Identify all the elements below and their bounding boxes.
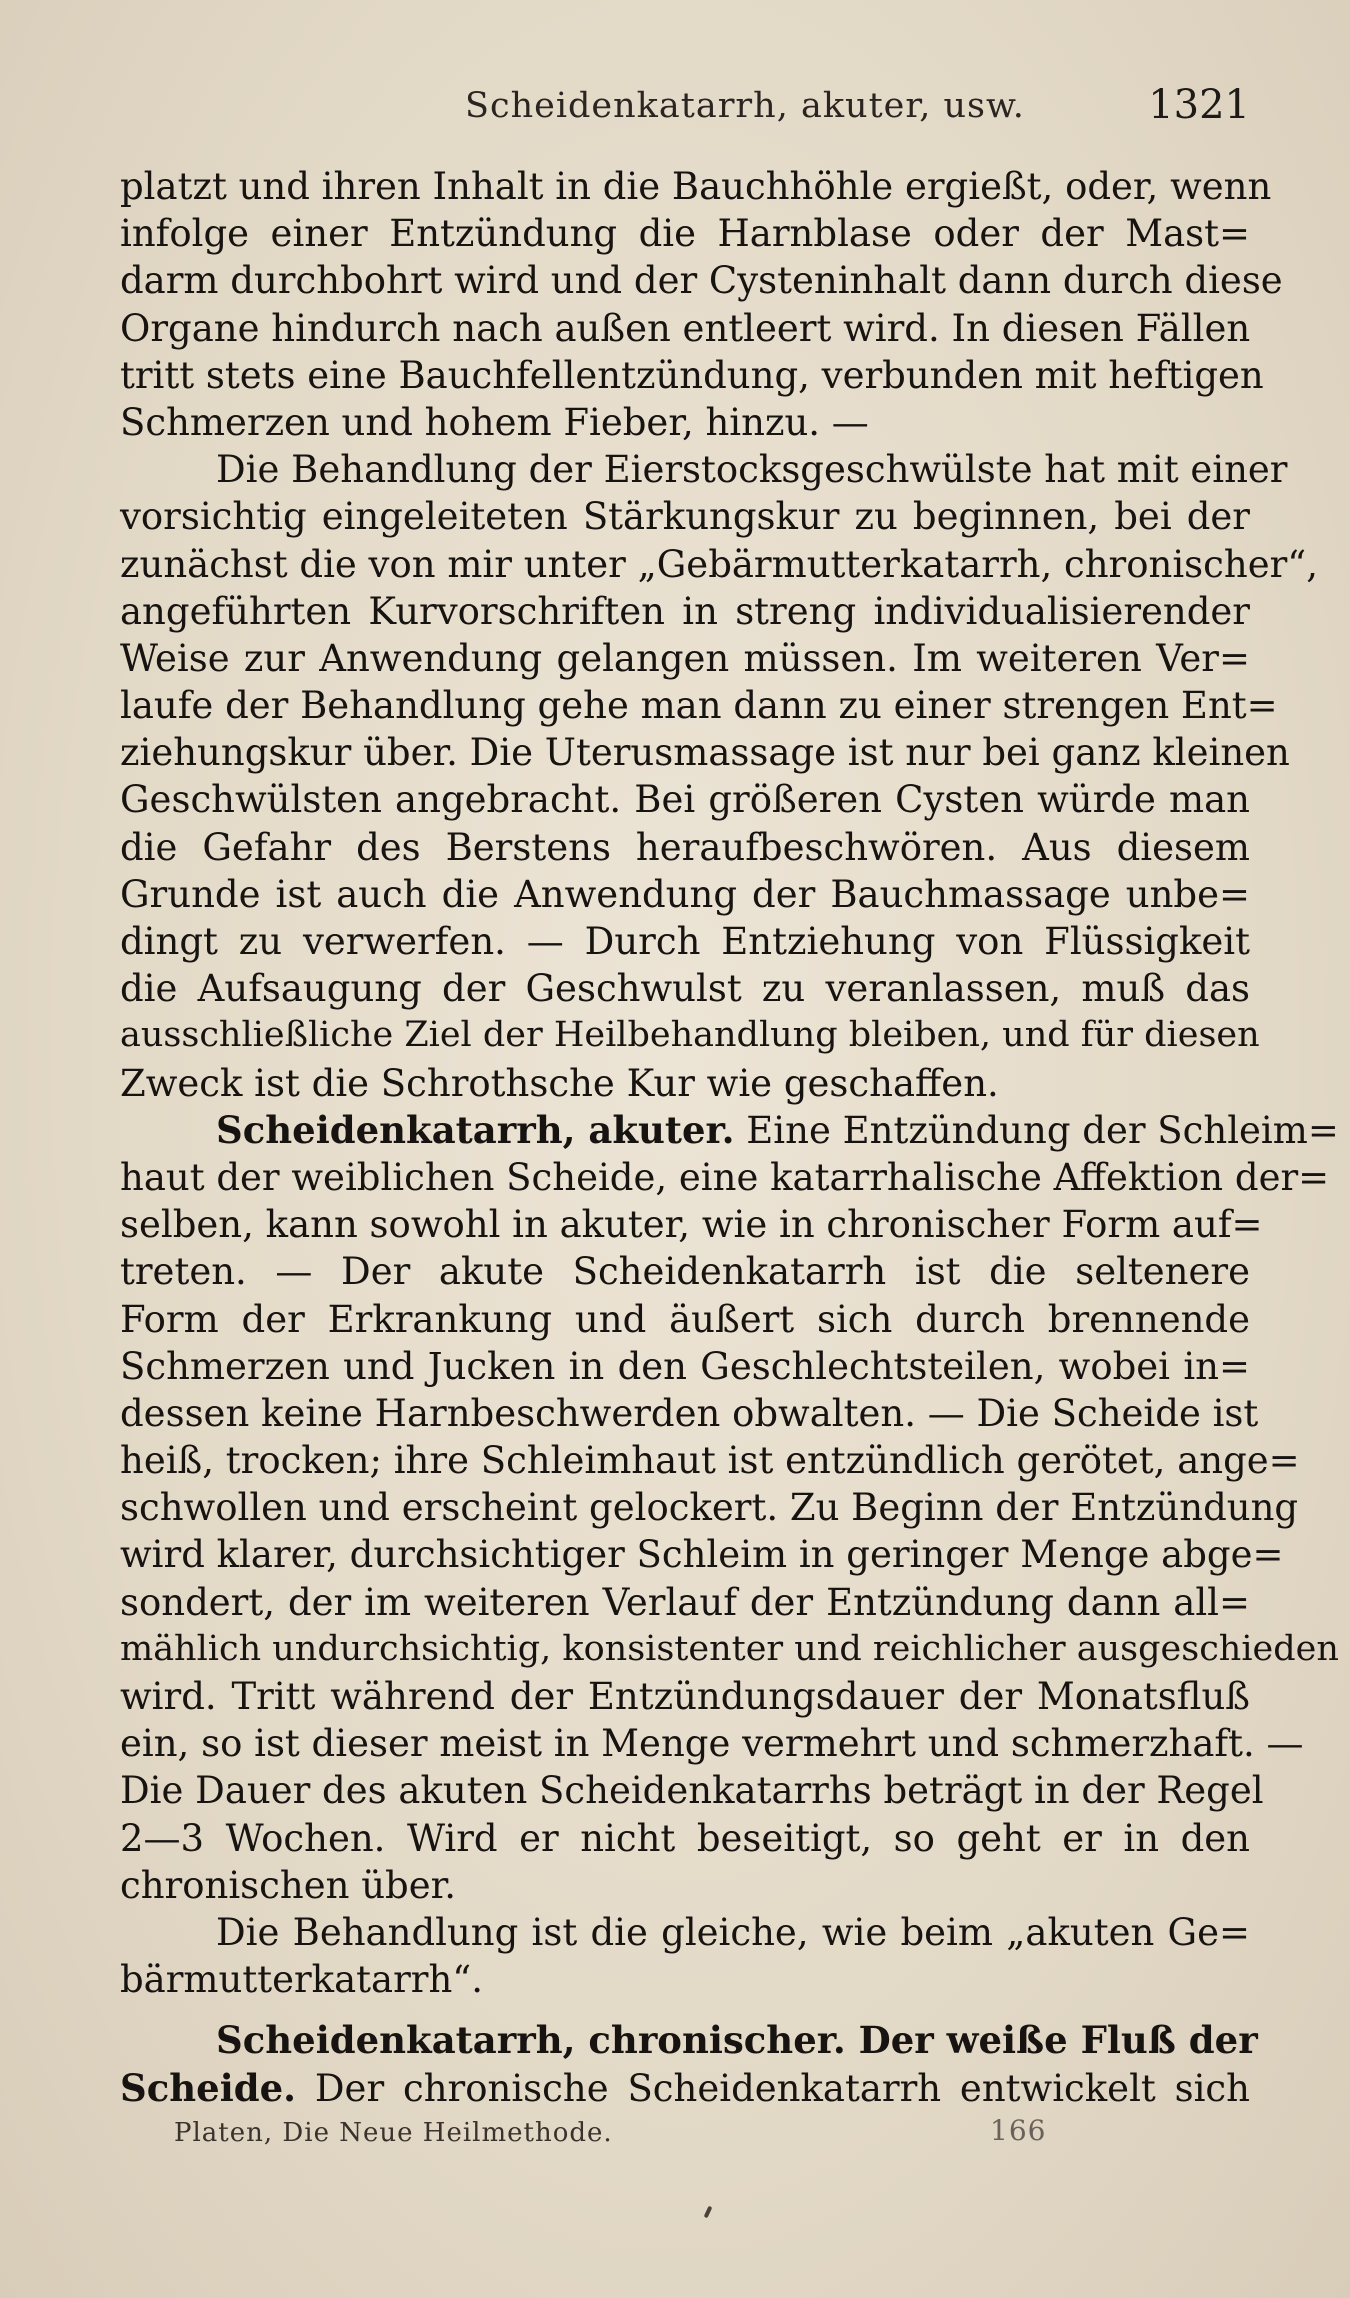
text-line: Grunde ist auch die Anwendung der Bauchmassage unbe= (120, 872, 1250, 916)
text-line: treten. — Der akute Scheidenkatarrh ist die seltenere (120, 1250, 1250, 1294)
text-line: Die Behandlung der Eierstocksgeschwülste hat mit einer (216, 448, 1288, 492)
text-line: platzt und ihren Inhalt in die Bauchhöhle ergießt, oder, wenn (120, 165, 1272, 208)
text-line: selben, kann sowohl in akuter, wie in chronischer Form auf= (120, 1203, 1263, 1247)
text-line: mählich undurchsichtig, konsistenter und reichlicher ausgeschieden (120, 1628, 1339, 1669)
text-line: laufe der Behandlung gehe man dann zu einer strengen Ent= (120, 684, 1278, 728)
text-line: Organe hindurch nach außen entleert wird. In diesen Fällen (120, 306, 1251, 350)
text-line: angeführten Kurvorschriften in streng individualisierender (120, 589, 1250, 633)
text-line: Die Dauer des akuten Scheidenkatarrhs beträgt in der Regel (120, 1769, 1264, 1813)
running-title: Scheidenkatarrh, akuter, usw. (465, 86, 1025, 126)
text-line: schwollen und erscheint gelockert. Zu Beginn der Entzündung (120, 1486, 1299, 1530)
footer-signature: Platen, Die Neue Heilmethode. (174, 2118, 613, 2148)
section-chronic-first-line-text: Der chronische Scheidenkatarrh entwickelt sich (314, 2066, 1250, 2110)
text-line: Schmerzen und hohem Fieber, hinzu. — (120, 400, 869, 444)
page-footer (120, 2114, 1250, 2162)
text-line: zunächst die von mir unter „Gebärmutterkatarrh, chronischer“, (120, 542, 1318, 586)
section-heading-acute: Scheidenkatarrh, akuter. (216, 1107, 735, 1152)
text-line: die Gefahr des Berstens heraufbeschwören. Aus diesem (120, 825, 1250, 869)
text-body (120, 163, 1339, 2112)
text-line: Zweck ist die Schrothsche Kur wie geschaffen. (120, 1061, 999, 1105)
text-line: tritt stets eine Bauchfellentzündung, verbunden mit heftigen (120, 353, 1264, 397)
text-line: vorsichtig eingeleiteten Stärkungskur zu beginnen, bei der (120, 495, 1250, 539)
text-line: sondert, der im weiteren Verlauf der Entzündung dann all= (120, 1580, 1250, 1624)
page-number: 1321 (1148, 82, 1250, 128)
text-line: chronischen über. (120, 1863, 456, 1907)
text-line: haut der weiblichen Scheide, eine katarrhalische Affektion der= (120, 1155, 1330, 1199)
text-line: dessen keine Harnbeschwerden obwalten. — Die Scheide ist (120, 1391, 1259, 1435)
section-heading-chronic: Scheidenkatarrh, chronischer. Der weiße Fluß der (216, 2018, 1258, 2063)
text-line: bärmutterkatarrh“. (120, 1958, 483, 2002)
section-heading-chronic-cont: Scheide. (120, 2065, 297, 2110)
text-line: dingt zu verwerfen. — Durch Entziehung von Flüssigkeit (120, 920, 1250, 963)
text-line: ziehungskur über. Die Uterusmassage ist nur bei ganz kleinen (120, 731, 1290, 775)
section-chronic-first-line (120, 2065, 1250, 2112)
text-line: Weise zur Anwendung gelangen müssen. Im weiteren Ver= (120, 636, 1250, 680)
text-line: 2—3 Wochen. Wird er nicht beseitigt, so geht er in den (120, 1816, 1250, 1860)
text-line: die Aufsaugung der Geschwulst zu veranlassen, muß das (120, 967, 1250, 1011)
text-line: ein, so ist dieser meist in Menge vermehrt und schmerzhaft. — (120, 1722, 1304, 1766)
text-line: Schmerzen und Jucken in den Geschlechtsteilen, wobei in= (120, 1344, 1250, 1388)
ink-speck (704, 2206, 713, 2219)
text-line: infolge einer Entzündung die Harnblase oder der Mast= (120, 212, 1250, 256)
section-acute-first-line (120, 1107, 1339, 1154)
text-line: wird klarer, durchsichtiger Schleim in geringer Menge abge= (120, 1533, 1284, 1577)
text-line: ausschließliche Ziel der Heilbehandlung bleiben, und für diesen (120, 1015, 1260, 1056)
text-line: Form der Erkrankung und äußert sich durch brennende (120, 1297, 1250, 1341)
running-head (120, 78, 1250, 138)
text-line: darm durchbohrt wird und der Cysteninhalt dann durch diese (120, 259, 1283, 303)
text-line: wird. Tritt während der Entzündungsdauer der Monatsfluß (120, 1675, 1250, 1718)
text-line: Geschwülsten angebracht. Bei größeren Cysten würde man (120, 778, 1250, 822)
section-acute-first-line-text: Eine Entzündung der Schleim= (746, 1108, 1339, 1152)
sheet-mark: 166 (990, 2114, 1047, 2147)
text-line: heiß, trocken; ihre Schleimhaut ist entzündlich gerötet, ange= (120, 1439, 1300, 1483)
text-line: Die Behandlung ist die gleiche, wie beim „akuten Ge= (216, 1910, 1250, 1954)
